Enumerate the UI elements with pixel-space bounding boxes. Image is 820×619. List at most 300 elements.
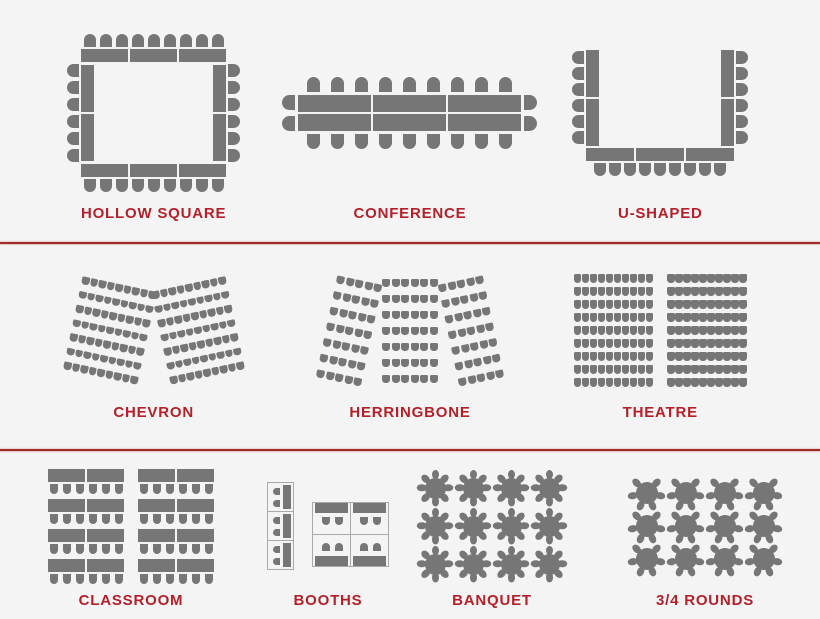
chair-icon bbox=[355, 134, 368, 149]
chair-icon bbox=[382, 295, 390, 303]
chair-icon bbox=[499, 77, 512, 92]
chair-icon bbox=[335, 543, 343, 551]
chair-icon bbox=[182, 358, 191, 367]
chair-icon bbox=[379, 77, 392, 92]
chair-icon bbox=[582, 300, 590, 309]
chair-icon bbox=[450, 296, 459, 305]
chair-icon bbox=[515, 568, 527, 580]
chair-icon bbox=[131, 287, 140, 296]
chair-icon bbox=[364, 281, 373, 290]
table-segment-icon bbox=[298, 95, 371, 112]
chair-icon bbox=[128, 301, 137, 310]
chair-icon bbox=[76, 574, 84, 584]
chair-icon bbox=[744, 524, 755, 533]
classroom-table-unit bbox=[138, 469, 214, 494]
chair-icon bbox=[669, 163, 681, 176]
chair-icon bbox=[739, 326, 747, 335]
chair-icon bbox=[572, 99, 584, 112]
table-group bbox=[81, 65, 94, 161]
chair-icon bbox=[167, 287, 176, 296]
table-group bbox=[213, 65, 226, 161]
chair-icon bbox=[84, 34, 96, 47]
chair-group bbox=[282, 95, 295, 131]
chair-icon bbox=[455, 561, 465, 568]
layout-label: U-SHAPED bbox=[617, 205, 703, 222]
chair-icon bbox=[316, 369, 325, 378]
chair-icon bbox=[590, 352, 598, 361]
chair-icon bbox=[357, 312, 366, 321]
chair-icon bbox=[226, 319, 235, 328]
chair-icon bbox=[153, 574, 161, 584]
chair-icon bbox=[639, 163, 651, 176]
chair-icon bbox=[546, 535, 553, 545]
round-table-unit bbox=[628, 543, 666, 575]
chair-icon bbox=[736, 51, 748, 64]
diagram-hollow-square bbox=[67, 34, 240, 192]
chair-icon bbox=[201, 324, 210, 333]
booth-cell bbox=[350, 502, 389, 535]
chair-icon bbox=[50, 484, 58, 494]
chair-icon bbox=[447, 330, 456, 339]
chair-group bbox=[667, 274, 747, 283]
chair-icon bbox=[470, 497, 477, 507]
chair-icon bbox=[130, 376, 139, 385]
chair-icon bbox=[67, 81, 79, 94]
chair-icon bbox=[63, 574, 71, 584]
chair-icon bbox=[723, 326, 731, 335]
chair-icon bbox=[127, 346, 136, 355]
chair-group bbox=[50, 544, 123, 554]
chair-icon bbox=[342, 292, 351, 301]
chair-icon bbox=[666, 557, 677, 566]
chair-icon bbox=[145, 305, 154, 314]
table-segment-icon bbox=[87, 559, 124, 572]
chair-icon bbox=[148, 34, 160, 47]
chair-icon bbox=[469, 292, 478, 301]
chair-icon bbox=[598, 378, 606, 387]
chair-icon bbox=[493, 561, 503, 568]
chair-icon bbox=[417, 485, 427, 492]
chair-icon bbox=[508, 497, 515, 507]
chair-icon bbox=[638, 378, 646, 387]
chair-icon bbox=[130, 331, 139, 340]
chair-icon bbox=[638, 326, 646, 335]
chair-icon bbox=[707, 274, 715, 283]
chair-icon bbox=[736, 99, 748, 112]
chair-icon bbox=[622, 300, 630, 309]
table-segment-icon bbox=[48, 499, 85, 512]
chair-icon bbox=[196, 340, 205, 349]
chair-icon bbox=[356, 361, 365, 370]
chair-icon bbox=[707, 326, 715, 335]
chair-icon bbox=[185, 328, 194, 337]
chair-icon bbox=[553, 568, 565, 580]
chair-icon bbox=[475, 77, 488, 92]
chair-icon bbox=[515, 492, 527, 504]
chair-icon bbox=[667, 287, 675, 296]
chair-icon bbox=[508, 535, 515, 545]
chair-icon bbox=[694, 557, 705, 566]
chair-icon bbox=[108, 356, 117, 365]
chair-icon bbox=[91, 353, 100, 362]
chair-icon bbox=[463, 359, 472, 368]
chair-icon bbox=[715, 313, 723, 322]
chair-icon bbox=[614, 313, 622, 322]
chair-group bbox=[382, 311, 438, 319]
chair-icon bbox=[196, 34, 208, 47]
chair-icon bbox=[470, 573, 477, 583]
chair-icon bbox=[115, 484, 123, 494]
chair-icon bbox=[193, 326, 202, 335]
table-segment-icon bbox=[48, 529, 85, 542]
chair-icon bbox=[493, 523, 503, 530]
chair-group bbox=[336, 275, 383, 292]
chair-icon bbox=[582, 313, 590, 322]
chair-icon bbox=[115, 284, 124, 293]
chair-icon bbox=[683, 274, 691, 283]
chair-icon bbox=[646, 378, 654, 387]
chair-icon bbox=[74, 349, 83, 358]
chair-icon bbox=[133, 317, 142, 326]
chair-icon bbox=[622, 287, 630, 296]
chair-icon bbox=[635, 566, 645, 578]
chair-icon bbox=[322, 543, 330, 551]
chair-icon bbox=[179, 484, 187, 494]
chair-icon bbox=[630, 326, 638, 335]
chair-icon bbox=[392, 279, 400, 287]
chair-icon bbox=[153, 514, 161, 524]
chair-icon bbox=[520, 523, 530, 530]
chair-group bbox=[574, 339, 654, 348]
chair-icon bbox=[360, 296, 369, 305]
chair-icon bbox=[192, 574, 200, 584]
table-segment-icon bbox=[315, 503, 348, 513]
chair-icon bbox=[699, 287, 707, 296]
round-table-unit bbox=[531, 546, 568, 583]
chair-icon bbox=[598, 365, 606, 374]
chair-icon bbox=[475, 275, 484, 284]
chair-icon bbox=[282, 116, 295, 131]
chair-icon bbox=[84, 179, 96, 192]
chair-icon bbox=[683, 378, 691, 387]
chair-icon bbox=[166, 544, 174, 554]
chair-icon bbox=[207, 353, 216, 362]
chair-icon bbox=[140, 484, 148, 494]
chair-icon bbox=[120, 299, 129, 308]
chair-icon bbox=[752, 566, 762, 578]
classroom-table-unit bbox=[138, 559, 214, 584]
chair-icon bbox=[447, 281, 456, 290]
table-segment-icon bbox=[586, 50, 599, 97]
chair-icon bbox=[166, 514, 174, 524]
booth-cell bbox=[267, 511, 294, 541]
chair-icon bbox=[520, 485, 530, 492]
classroom-table-unit bbox=[48, 529, 124, 554]
chair-icon bbox=[674, 566, 684, 578]
chair-icon bbox=[360, 345, 369, 354]
chair-icon bbox=[207, 308, 216, 317]
chair-icon bbox=[683, 313, 691, 322]
chair-group bbox=[84, 179, 224, 192]
chair-icon bbox=[744, 491, 755, 500]
chair-icon bbox=[102, 340, 111, 349]
chair-icon bbox=[744, 557, 755, 566]
chair-group bbox=[572, 51, 584, 144]
chair-group bbox=[326, 322, 373, 339]
chair-icon bbox=[235, 362, 244, 371]
chair-icon bbox=[420, 375, 428, 383]
chair-icon bbox=[106, 282, 115, 291]
chair-icon bbox=[691, 326, 699, 335]
chair-icon bbox=[196, 179, 208, 192]
chair-icon bbox=[132, 179, 144, 192]
round-table-unit bbox=[493, 508, 530, 545]
chair-icon bbox=[100, 34, 112, 47]
chair-icon bbox=[705, 557, 716, 566]
chair-icon bbox=[228, 64, 240, 77]
chair-icon bbox=[470, 508, 477, 518]
chair-icon bbox=[723, 274, 731, 283]
table-segment-icon bbox=[179, 164, 226, 177]
layout-cell-three-quarter-rounds bbox=[590, 451, 820, 619]
chair-icon bbox=[684, 163, 696, 176]
seat-block bbox=[63, 276, 156, 384]
layout-label: CHEVRON bbox=[113, 404, 194, 421]
chair-icon bbox=[392, 343, 400, 351]
chair-icon bbox=[76, 544, 84, 554]
chair-icon bbox=[411, 343, 419, 351]
chair-icon bbox=[723, 300, 731, 309]
layout-label: HERRINGBONE bbox=[349, 404, 471, 421]
chair-icon bbox=[707, 378, 715, 387]
chair-icon bbox=[50, 514, 58, 524]
layout-row-3 bbox=[0, 451, 820, 619]
chair-icon bbox=[606, 339, 614, 348]
chair-icon bbox=[638, 300, 646, 309]
chair-icon bbox=[739, 339, 747, 348]
chair-group bbox=[574, 352, 654, 361]
chair-icon bbox=[401, 311, 409, 319]
chair-icon bbox=[80, 365, 89, 374]
chair-icon bbox=[67, 149, 79, 162]
chair-icon bbox=[731, 287, 739, 296]
chair-icon bbox=[204, 294, 213, 303]
chair-icon bbox=[427, 77, 440, 92]
classroom-table-unit bbox=[48, 499, 124, 524]
chair-icon bbox=[582, 352, 590, 361]
chair-group bbox=[574, 326, 654, 335]
chair-icon bbox=[50, 574, 58, 584]
table-group bbox=[138, 559, 214, 572]
chair-icon bbox=[108, 312, 117, 321]
chair-icon bbox=[736, 115, 748, 128]
chair-icon bbox=[444, 485, 454, 492]
chair-icon bbox=[360, 517, 368, 525]
chair-icon bbox=[493, 485, 503, 492]
chair-icon bbox=[307, 77, 320, 92]
chair-icon bbox=[215, 307, 224, 316]
chair-icon bbox=[478, 291, 487, 300]
chair-icon bbox=[731, 300, 739, 309]
chair-icon bbox=[630, 339, 638, 348]
chair-icon bbox=[401, 279, 409, 287]
chair-icon bbox=[439, 568, 451, 580]
chair-icon bbox=[439, 530, 451, 542]
chair-group bbox=[329, 306, 376, 323]
chair-icon bbox=[733, 491, 744, 500]
chair-icon bbox=[72, 319, 81, 328]
layout-label: CLASSROOM bbox=[78, 592, 184, 609]
layout-cell-classroom bbox=[0, 451, 262, 619]
chair-group bbox=[736, 51, 748, 144]
table-segment-icon bbox=[130, 49, 177, 62]
chair-icon bbox=[477, 568, 489, 580]
chair-icon bbox=[192, 514, 200, 524]
chair-icon bbox=[451, 134, 464, 149]
layout-cell-banquet bbox=[394, 451, 590, 619]
chair-icon bbox=[694, 524, 705, 533]
chair-icon bbox=[382, 279, 390, 287]
chair-icon bbox=[184, 284, 193, 293]
chair-icon bbox=[531, 485, 541, 492]
table-group bbox=[81, 49, 226, 62]
chair-icon bbox=[531, 561, 541, 568]
layout-cell-theatre bbox=[547, 244, 820, 449]
chair-icon bbox=[731, 326, 739, 335]
chair-icon bbox=[451, 345, 460, 354]
chair-icon bbox=[646, 313, 654, 322]
chair-icon bbox=[654, 163, 666, 176]
chair-icon bbox=[572, 131, 584, 144]
chair-icon bbox=[667, 352, 675, 361]
chair-icon bbox=[192, 484, 200, 494]
chair-group bbox=[50, 484, 123, 494]
chair-icon bbox=[191, 356, 200, 365]
chair-icon bbox=[432, 497, 439, 507]
chair-icon bbox=[329, 306, 338, 315]
chair-icon bbox=[165, 317, 174, 326]
chair-icon bbox=[392, 327, 400, 335]
chair-group bbox=[382, 375, 438, 383]
table-group bbox=[138, 469, 214, 482]
chair-icon bbox=[574, 365, 582, 374]
chair-icon bbox=[444, 561, 454, 568]
chair-icon bbox=[739, 378, 747, 387]
chair-icon bbox=[638, 287, 646, 296]
chair-icon bbox=[622, 352, 630, 361]
table-segment-icon bbox=[721, 50, 734, 97]
chair-group bbox=[382, 359, 438, 367]
chair-icon bbox=[96, 369, 105, 378]
table-segment-icon bbox=[177, 559, 214, 572]
chair-icon bbox=[707, 365, 715, 374]
chair-icon bbox=[331, 77, 344, 92]
chair-icon bbox=[508, 573, 515, 583]
chair-icon bbox=[736, 67, 748, 80]
chair-icon bbox=[159, 289, 168, 298]
table-segment-icon bbox=[353, 503, 386, 513]
chair-icon bbox=[707, 287, 715, 296]
chair-icon bbox=[606, 274, 614, 283]
table-segment-icon bbox=[177, 499, 214, 512]
table-segment-icon bbox=[177, 469, 214, 482]
chair-group bbox=[667, 365, 747, 374]
chair-icon bbox=[574, 313, 582, 322]
chair-icon bbox=[420, 295, 428, 303]
chair-icon bbox=[531, 523, 541, 530]
layout-label: BOOTHS bbox=[293, 592, 363, 609]
chair-icon bbox=[731, 378, 739, 387]
chair-icon bbox=[411, 327, 419, 335]
chair-icon bbox=[273, 529, 280, 536]
chair-icon bbox=[691, 300, 699, 309]
chair-icon bbox=[683, 326, 691, 335]
chair-icon bbox=[457, 328, 466, 337]
chair-icon bbox=[182, 314, 191, 323]
chair-icon bbox=[224, 349, 233, 358]
chair-group bbox=[574, 274, 654, 283]
chair-icon bbox=[739, 287, 747, 296]
chair-icon bbox=[683, 339, 691, 348]
chair-icon bbox=[598, 300, 606, 309]
table-group bbox=[48, 559, 124, 572]
chair-icon bbox=[136, 347, 145, 356]
table-group bbox=[48, 499, 124, 512]
chair-icon bbox=[683, 287, 691, 296]
chair-icon bbox=[105, 370, 114, 379]
chair-icon bbox=[132, 34, 144, 47]
chair-icon bbox=[470, 535, 477, 545]
chair-icon bbox=[322, 517, 330, 525]
chair-icon bbox=[598, 352, 606, 361]
chair-icon bbox=[499, 134, 512, 149]
chair-group bbox=[50, 574, 123, 584]
chair-icon bbox=[666, 524, 677, 533]
chair-icon bbox=[166, 361, 175, 370]
chair-icon bbox=[273, 558, 280, 565]
chair-icon bbox=[614, 352, 622, 361]
chair-icon bbox=[699, 300, 707, 309]
diagram-chevron bbox=[72, 283, 235, 378]
chair-icon bbox=[546, 508, 553, 518]
chair-icon bbox=[228, 132, 240, 145]
chair-icon bbox=[606, 326, 614, 335]
chair-group bbox=[84, 34, 224, 47]
chair-icon bbox=[627, 524, 638, 533]
chair-icon bbox=[323, 337, 332, 346]
chair-icon bbox=[401, 359, 409, 367]
table-segment-icon bbox=[81, 114, 94, 161]
chair-icon bbox=[590, 365, 598, 374]
chair-icon bbox=[646, 274, 654, 283]
chair-icon bbox=[590, 339, 598, 348]
chair-icon bbox=[582, 339, 590, 348]
chair-icon bbox=[451, 77, 464, 92]
chair-icon bbox=[714, 163, 726, 176]
chair-icon bbox=[177, 374, 186, 383]
seat-block bbox=[382, 279, 438, 383]
chair-icon bbox=[699, 339, 707, 348]
chair-icon bbox=[432, 470, 439, 480]
chair-icon bbox=[646, 352, 654, 361]
table-segment-icon bbox=[298, 114, 371, 131]
chair-icon bbox=[598, 287, 606, 296]
chair-icon bbox=[609, 163, 621, 176]
chair-icon bbox=[614, 326, 622, 335]
chair-icon bbox=[95, 294, 104, 303]
chair-icon bbox=[441, 298, 450, 307]
chair-icon bbox=[176, 330, 185, 339]
